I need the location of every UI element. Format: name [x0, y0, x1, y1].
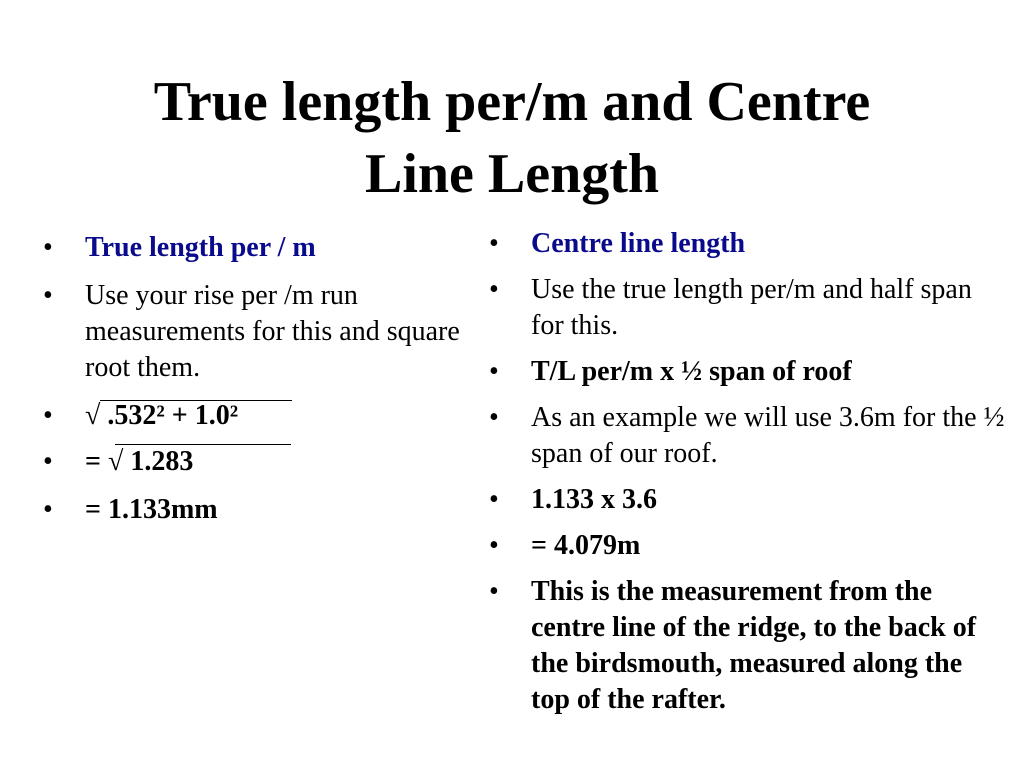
centre-line-heading: Centre line length — [531, 228, 746, 259]
bullet-dot-icon: • — [489, 228, 499, 259]
bullet-dot-icon: • — [43, 446, 53, 477]
bullet-dot-icon: • — [489, 274, 499, 305]
bullet-step — [40, 444, 460, 480]
bullet-dot-icon: • — [489, 356, 499, 387]
bullet-instruction — [486, 272, 1006, 344]
bullet-dot-icon: • — [489, 484, 499, 515]
instruction-text: Use the true length per/m and half span for this. — [531, 274, 972, 341]
bullet-dot-icon: • — [43, 494, 53, 525]
bullet-true-length-heading — [40, 230, 460, 266]
bullet-formula — [486, 354, 1006, 390]
bullet-dot-icon: • — [43, 232, 53, 263]
formula-text: T/L per/m x ½ span of roof — [531, 356, 852, 387]
slide-title — [40, 66, 984, 210]
step-text: = √ 1.283 — [85, 446, 194, 477]
square-root-bar — [115, 444, 291, 445]
calculation-text: 1.133 x 3.6 — [531, 484, 657, 515]
result-text: = 1.133mm — [85, 494, 218, 525]
bullet-calculation — [486, 482, 1006, 518]
true-length-heading: True length per / m — [85, 232, 316, 263]
bullet-dot-icon: • — [489, 576, 499, 607]
bullet-formula — [40, 398, 460, 434]
title-line-2: Line Length — [364, 143, 660, 205]
bullet-result — [486, 528, 1006, 564]
instruction-text: Use your rise per /m run measurements for this and square root them. — [85, 280, 460, 383]
bullet-dot-icon: • — [489, 530, 499, 561]
bullet-dot-icon: • — [43, 280, 53, 311]
formula-text: √ .532² + 1.0² — [85, 400, 239, 431]
bullet-instruction — [40, 278, 460, 386]
bullet-dot-icon: • — [489, 402, 499, 433]
bullet-example — [486, 400, 1006, 472]
bullet-centre-line-heading — [486, 226, 1006, 262]
square-root-bar — [100, 400, 292, 401]
result-text: = 4.079m — [531, 530, 641, 561]
bullet-dot-icon: • — [43, 400, 53, 431]
title-line-1: True length per/m and Centre — [153, 71, 871, 133]
root-expression — [85, 444, 460, 480]
root-expression — [85, 398, 460, 434]
example-text: As an example we will use 3.6m for the ½ span of our roof. — [531, 402, 1005, 469]
left-bullet-list — [40, 230, 460, 540]
bullet-explanation — [486, 574, 1006, 718]
bullet-result — [40, 492, 460, 528]
right-bullet-list — [486, 226, 1006, 718]
explanation-text: This is the measurement from the centre line of the ridge, to the back of the birdsmouth, measured along the top of the rafter. — [531, 576, 977, 715]
